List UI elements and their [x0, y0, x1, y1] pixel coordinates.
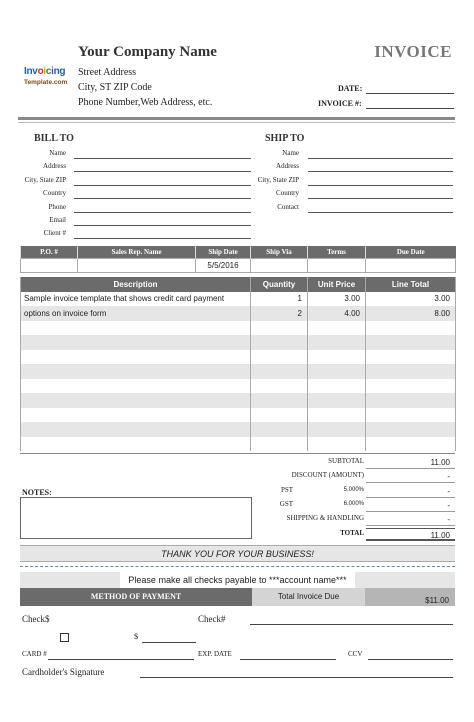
logo-letter: i [43, 66, 46, 77]
item-line-total[interactable]: 8.00 [366, 306, 456, 321]
table-row [21, 306, 456, 321]
table-row [21, 350, 456, 365]
order-info-header-cell: Ship Date [196, 246, 251, 258]
street-address: Street Address [78, 67, 137, 78]
table-row [21, 379, 456, 394]
bill-to-field-label: Client # [43, 229, 66, 238]
item-description[interactable] [21, 379, 251, 394]
item-quantity[interactable] [251, 393, 308, 408]
bill-to-field-label: Address [43, 162, 66, 171]
order-info-header-cell: Sales Rep. Name [78, 246, 196, 258]
logo-letter: c [45, 66, 52, 77]
bill-to-field-label: Name [49, 149, 66, 157]
item-quantity[interactable] [251, 422, 308, 437]
item-quantity[interactable] [251, 364, 308, 379]
ccv-field[interactable] [368, 659, 453, 660]
table-row [21, 321, 456, 336]
item-unit-price[interactable] [308, 350, 366, 365]
ship-to-field-input[interactable] [308, 171, 453, 172]
ship-to-field-input[interactable] [308, 198, 453, 199]
check-checkbox[interactable] [60, 633, 69, 642]
item-unit-price[interactable] [308, 321, 366, 336]
logo-subtext: Template.com [24, 79, 68, 86]
item-unit-price[interactable]: 4.00 [308, 306, 366, 321]
item-quantity[interactable] [251, 437, 308, 452]
bill-to-field-label: Phone [48, 202, 66, 211]
ship-to-field-input[interactable] [308, 185, 453, 186]
item-quantity[interactable]: 2 [251, 306, 308, 321]
card-number-field[interactable] [48, 659, 194, 660]
order-info-cell[interactable] [308, 258, 366, 272]
ship-to-field-label: Address [276, 162, 299, 171]
item-line-total[interactable] [366, 364, 456, 379]
item-quantity[interactable] [251, 379, 308, 394]
notes-label: NOTES: [22, 488, 52, 497]
check-amount-label: Check$ [22, 614, 50, 624]
ship-to-field-label: Country [276, 189, 299, 198]
item-quantity[interactable]: 1 [251, 292, 308, 307]
logo-letter: Inv [24, 66, 38, 77]
dollar-label: $ [134, 632, 138, 641]
method-of-payment-bar: METHOD OF PAYMENT [20, 588, 252, 606]
table-row [21, 292, 456, 307]
total-due-value: $11.00 [365, 588, 455, 606]
check-number-label: Check# [198, 614, 226, 624]
ship-to-field-label: City, State ZIP [257, 175, 299, 184]
bill-to-field-label: City, State ZIP [24, 175, 66, 184]
order-info-header-cell: Due Date [366, 246, 456, 258]
logo-letter: o [37, 66, 44, 77]
item-quantity[interactable] [251, 408, 308, 423]
shipping-value[interactable]: - [366, 513, 455, 526]
order-info-row [21, 258, 456, 272]
item-description[interactable] [21, 364, 251, 379]
thank-you-banner: THANK YOU FOR YOUR BUSINESS! [20, 545, 455, 562]
total-value[interactable]: 11.00 [366, 528, 455, 541]
signature-label: Cardholder's Signature [22, 667, 105, 677]
ship-to-title: SHIP TO [265, 133, 305, 144]
item-description[interactable] [21, 393, 251, 408]
header-divider [18, 117, 455, 120]
item-description[interactable]: Sample invoice template that shows credit card payment [21, 292, 251, 307]
discount-label: DISCOUNT (AMOUNT) [291, 471, 364, 480]
pst-rate[interactable]: 5.000% [343, 486, 364, 493]
item-description[interactable] [21, 350, 251, 365]
item-unit-price[interactable] [308, 393, 366, 408]
check-amount-field[interactable] [142, 642, 196, 643]
order-info-header [21, 246, 456, 258]
table-row [21, 437, 456, 452]
item-unit-price[interactable] [308, 422, 366, 437]
discount-value[interactable]: - [366, 470, 455, 483]
item-description[interactable] [21, 335, 251, 350]
table-row [21, 408, 456, 423]
item-quantity[interactable] [251, 321, 308, 336]
bill-to-field-input[interactable] [74, 158, 251, 159]
logo-letter: ng [53, 66, 66, 77]
line-items-header-cell: Unit Price [308, 277, 366, 292]
bill-to-field-input[interactable] [74, 171, 251, 172]
item-unit-price[interactable] [308, 379, 366, 394]
item-description[interactable] [21, 422, 251, 437]
bill-to-title: BILL TO [34, 133, 74, 144]
item-description[interactable] [21, 408, 251, 423]
items-bottom-border [20, 453, 455, 454]
logo-wordmark [24, 66, 74, 77]
item-description[interactable] [21, 437, 251, 452]
line-items-header-cell: Description [21, 277, 251, 292]
ship-to-field-label: Name [282, 149, 299, 157]
gst-label: GST [279, 499, 293, 508]
line-items-header-cell: Line Total [366, 277, 456, 292]
pst-value[interactable]: - [366, 485, 455, 498]
ship-to-field-label: Contact [277, 202, 299, 211]
table-row [21, 422, 456, 437]
payable-note [20, 572, 455, 588]
bill-to-field-label: Email [49, 216, 66, 224]
item-description[interactable]: options on invoice form [21, 306, 251, 321]
contact-info: Phone Number,Web Address, etc. [78, 97, 213, 108]
gst-value[interactable]: - [366, 499, 455, 512]
invoice-number-field[interactable] [366, 108, 454, 109]
ccv-label: CCV [348, 650, 363, 658]
logo [24, 66, 74, 86]
exp-date-field[interactable] [240, 659, 336, 660]
item-line-total[interactable] [366, 422, 456, 437]
order-info-header-cell: Terms [308, 246, 366, 258]
cut-line [20, 566, 455, 567]
gst-rate[interactable]: 6.000% [343, 500, 364, 507]
date-label: DATE: [338, 84, 363, 93]
pst-label: PST [280, 485, 293, 494]
item-unit-price[interactable] [308, 335, 366, 350]
total-due-label: Total Invoice Due [252, 588, 365, 606]
notes-box[interactable] [20, 497, 252, 539]
line-items-table [20, 277, 456, 451]
item-line-total[interactable] [366, 321, 456, 336]
shipping-label: SHIPPING & HANDLING [286, 514, 364, 523]
logo-letter: i [51, 66, 54, 77]
payable-text: Please make all checks payable to ***account name*** [120, 572, 354, 588]
order-info-cell[interactable] [251, 258, 308, 272]
bill-to-field-input[interactable] [74, 225, 251, 226]
item-line-total[interactable] [366, 350, 456, 365]
total-label: TOTAL [340, 528, 364, 537]
item-line-total[interactable] [366, 379, 456, 394]
item-line-total[interactable] [366, 335, 456, 350]
item-unit-price[interactable]: 3.00 [308, 292, 366, 307]
item-line-total[interactable] [366, 393, 456, 408]
item-unit-price[interactable] [308, 408, 366, 423]
date-field[interactable] [366, 93, 454, 94]
ship-to-field-input[interactable] [308, 212, 453, 213]
card-number-label: CARD # [22, 650, 47, 658]
bill-to-field-input[interactable] [74, 238, 251, 239]
item-description[interactable] [21, 321, 251, 336]
line-items-header-cell: Quantity [251, 277, 308, 292]
check-number-field[interactable] [250, 624, 453, 625]
city-state-zip: City, ST ZIP Code [78, 82, 152, 93]
bill-to-field-input[interactable] [74, 212, 251, 213]
table-row [21, 335, 456, 350]
item-line-total[interactable] [366, 437, 456, 452]
item-unit-price[interactable] [308, 437, 366, 452]
item-quantity[interactable] [251, 350, 308, 365]
bill-to-field-label: Country [43, 189, 66, 198]
item-line-total[interactable]: 3.00 [366, 292, 456, 307]
order-info-cell[interactable] [78, 258, 196, 272]
order-info-cell[interactable] [21, 258, 78, 272]
company-name: Your Company Name [78, 44, 217, 60]
line-items-header [21, 277, 456, 292]
order-info-table [20, 246, 456, 273]
item-unit-price[interactable] [308, 364, 366, 379]
subtotal-value[interactable]: 11.00 [366, 456, 455, 469]
order-info-cell[interactable] [366, 258, 456, 272]
ship-to-field-input[interactable] [308, 158, 453, 159]
signature-field[interactable] [140, 677, 453, 678]
table-row [21, 393, 456, 408]
invoice-title: INVOICE [374, 42, 452, 61]
item-quantity[interactable] [251, 335, 308, 350]
bill-to-field-input[interactable] [74, 198, 251, 199]
invoice-number-label: INVOICE #: [318, 99, 362, 108]
header-divider-thin [18, 122, 455, 123]
order-info-header-cell: Ship Via [251, 246, 308, 258]
item-line-total[interactable] [366, 408, 456, 423]
table-row [21, 364, 456, 379]
subtotal-label: SUBTOTAL [328, 457, 364, 465]
bill-to-field-input[interactable] [74, 185, 251, 186]
order-info-header-cell: P.O. # [21, 246, 78, 258]
order-info-cell[interactable]: 5/5/2016 [196, 258, 251, 272]
exp-date-label: EXP. DATE [198, 650, 232, 658]
